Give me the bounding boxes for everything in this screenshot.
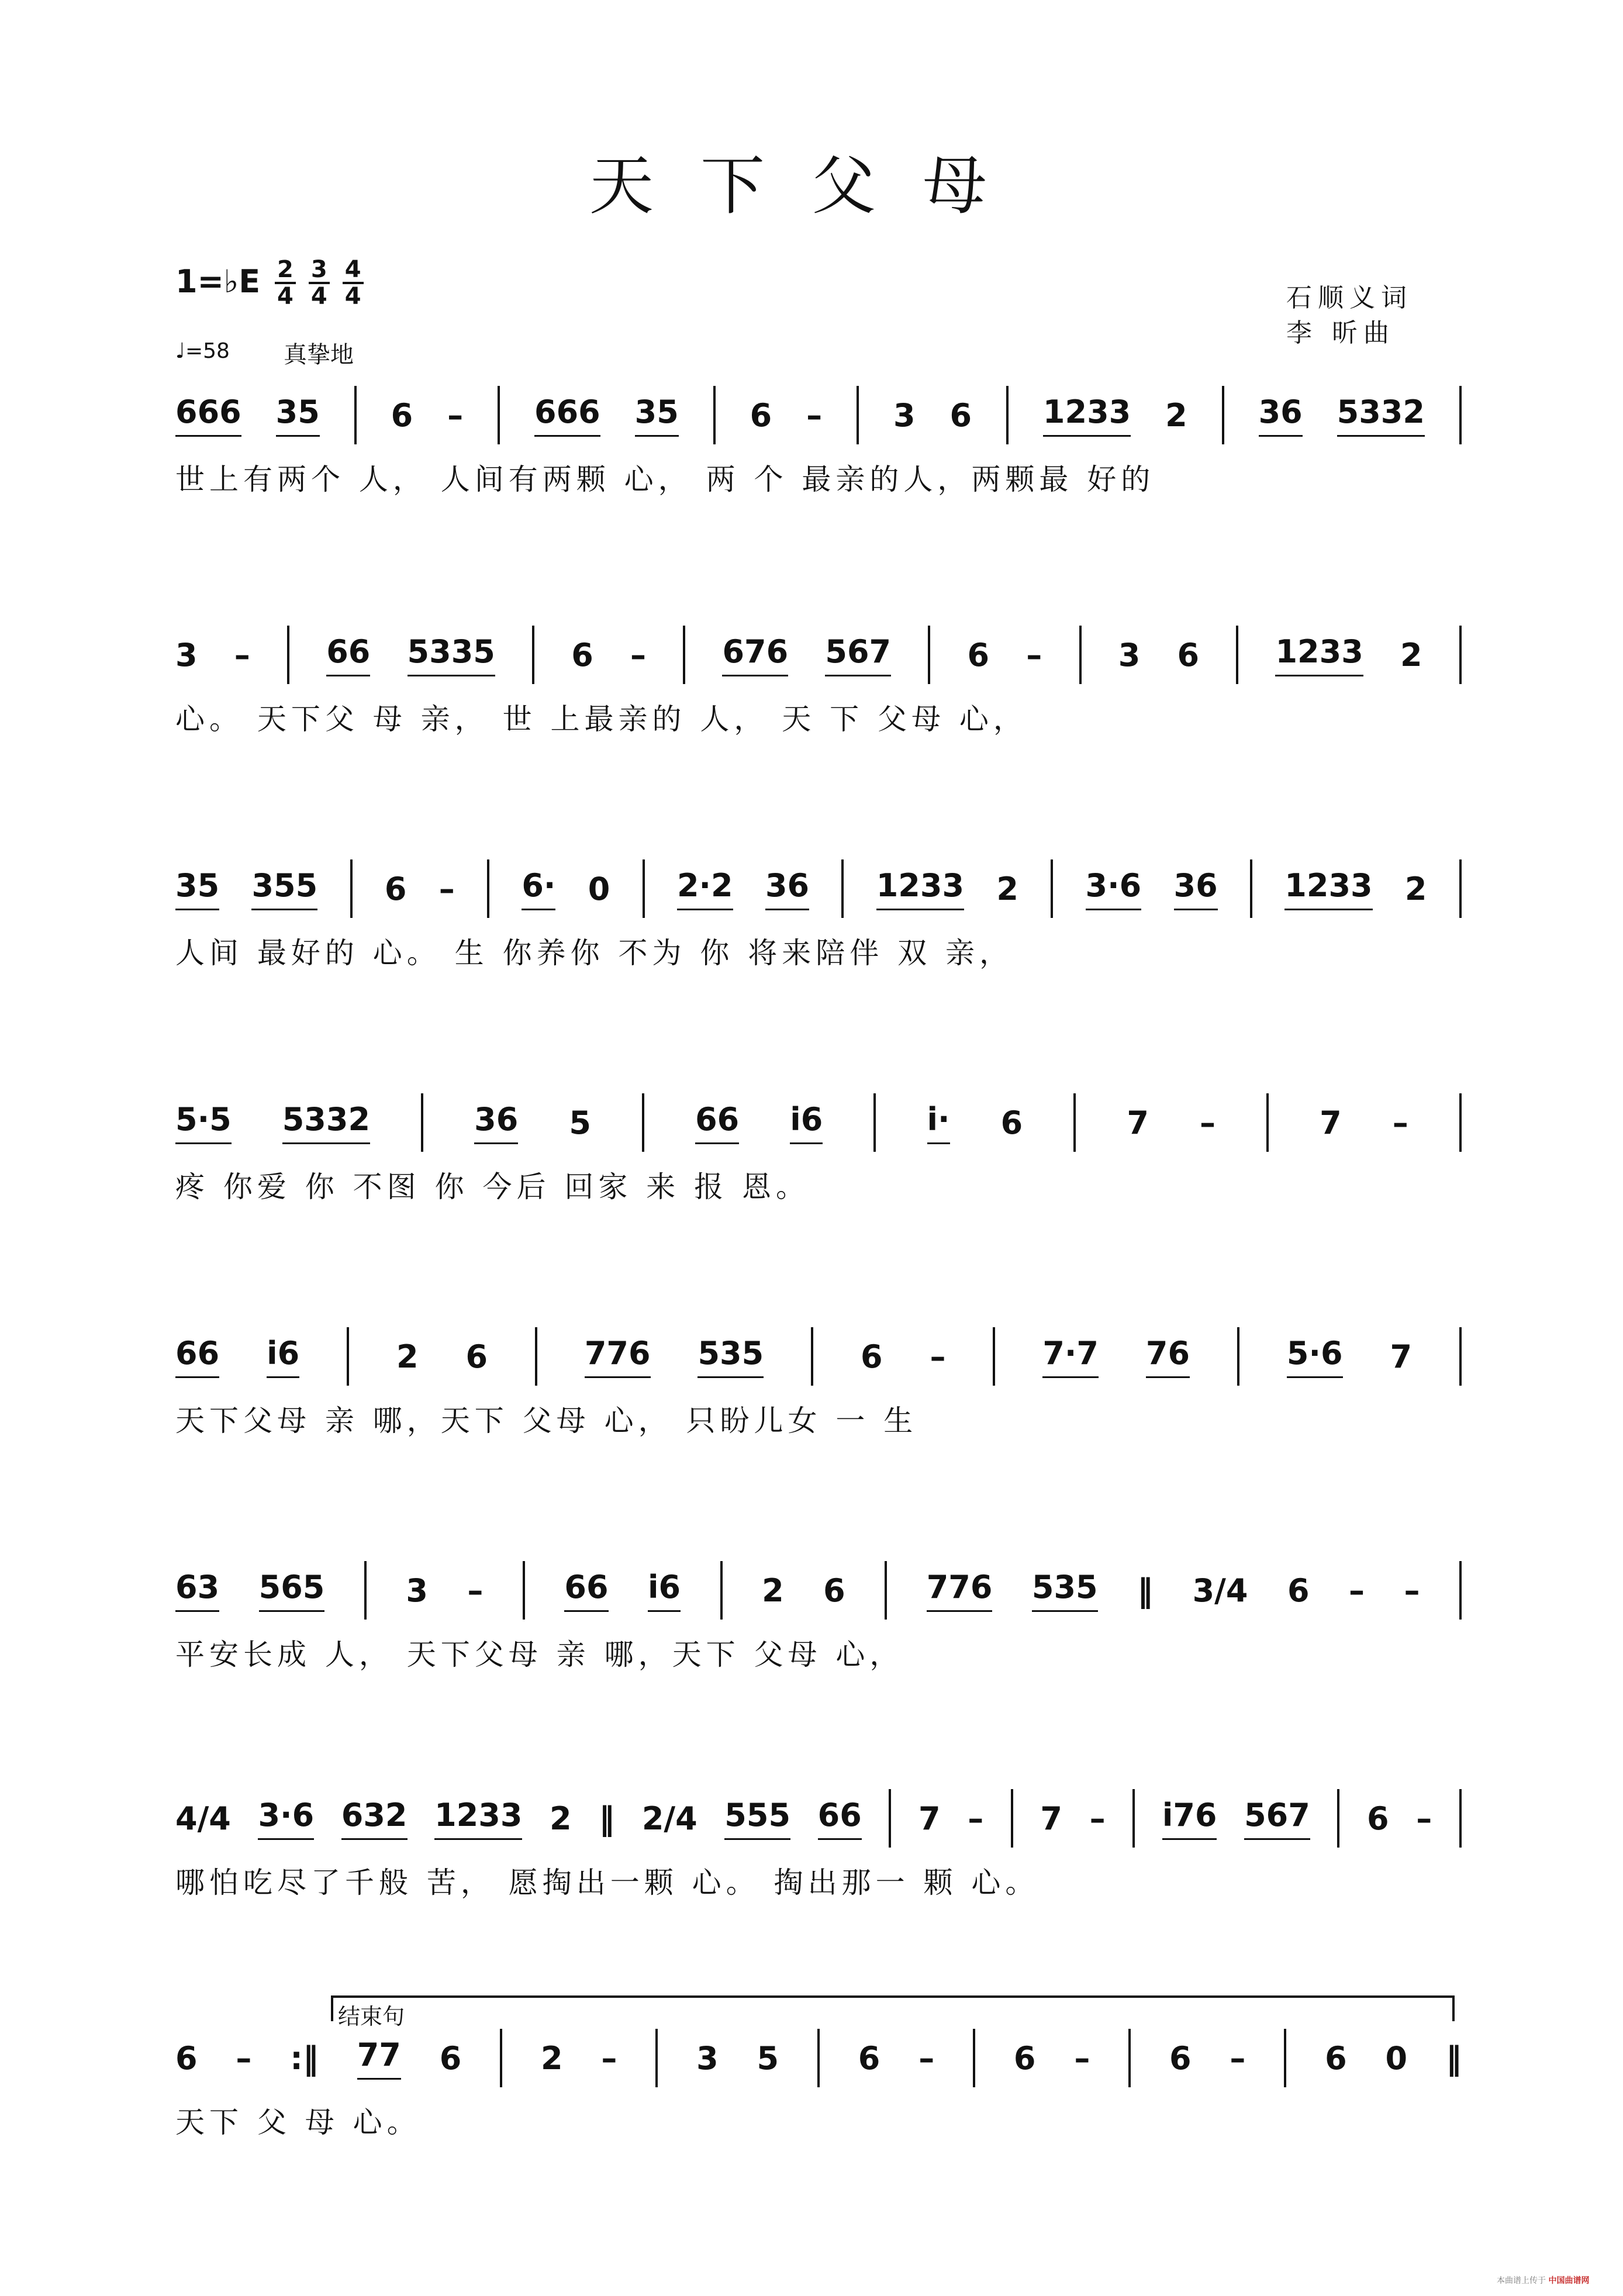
note-token: 567 <box>825 633 891 676</box>
barline <box>642 1093 644 1152</box>
note-token: 676 <box>722 633 788 676</box>
note-token: 6 <box>967 636 990 674</box>
time-signatures <box>275 257 364 309</box>
note-token: 776 <box>927 1569 993 1612</box>
note-token: 535 <box>1032 1569 1098 1612</box>
note-token: 6 <box>858 2039 880 2077</box>
note-token: 63 <box>175 1569 219 1612</box>
barline <box>350 859 353 918</box>
score-system <box>175 626 1462 738</box>
barline <box>421 1093 423 1152</box>
barline <box>1250 859 1252 918</box>
note-token: 3 <box>696 2039 719 2077</box>
note-token: 535 <box>697 1335 764 1378</box>
note-token: 6 <box>1000 1104 1023 1141</box>
composer-credit: 李 昕曲 <box>1286 318 1395 348</box>
barline <box>1237 1327 1239 1386</box>
note-token: 6 <box>1325 2039 1347 2077</box>
note-token: – <box>1074 2039 1090 2077</box>
note-token: 555 <box>724 1797 790 1840</box>
note-token: ‖ <box>1137 1572 1154 1609</box>
barline <box>885 1561 887 1620</box>
note-token: i76 <box>1162 1797 1217 1840</box>
ending-bracket <box>331 1995 1455 2021</box>
note-token: 35 <box>635 393 679 437</box>
note-token: 0 <box>1385 2039 1408 2077</box>
note-token: 2/4 <box>641 1800 697 1837</box>
lyrics-line: 世上有两个 人， 人间有两颗 心， 两 个 最亲的人，两颗最 好的 <box>175 462 1155 496</box>
barline <box>1266 1093 1269 1152</box>
note-token: 2 <box>996 870 1018 907</box>
score-system <box>175 386 1462 498</box>
note-token: i· <box>927 1101 950 1144</box>
note-token: 6 <box>391 396 413 434</box>
barline <box>1459 386 1462 444</box>
note-token: 6 <box>1177 636 1200 674</box>
lyrics-line: 人间 最好的 心。 生 你养你 不为 你 将来陪伴 双 亲， <box>175 936 1014 970</box>
lyrics-line: 哪怕吃尽了千般 苦， 愿掏出一颗 心。 掏出那一 颗 心。 <box>175 1866 1040 1900</box>
lyricist-credit: 石顺义词 <box>1286 283 1413 313</box>
note-token: i6 <box>267 1335 299 1378</box>
credits <box>1286 281 1413 351</box>
note-token: 7 <box>1390 1338 1413 1375</box>
barline <box>535 1327 537 1386</box>
note-token: 7 <box>1040 1800 1062 1837</box>
note-token: 2·2 <box>677 867 733 910</box>
note-token: – <box>1230 2039 1246 2077</box>
barline <box>928 626 930 684</box>
note-token: 7 <box>918 1800 941 1837</box>
note-token: 6 <box>823 1572 845 1609</box>
barline <box>655 2029 658 2087</box>
barline <box>1459 626 1462 684</box>
score-system <box>175 1789 1462 1901</box>
note-token: – <box>630 636 647 674</box>
barline <box>643 859 645 918</box>
expression-marking: 真挚地 <box>284 341 354 368</box>
notation-line <box>175 1327 1462 1386</box>
note-token: i6 <box>790 1101 823 1144</box>
ending-label: 结束句 <box>338 2004 405 2029</box>
note-token: 6 <box>175 2039 198 2077</box>
note-token: 36 <box>765 867 809 910</box>
note-token: 76 <box>1146 1335 1190 1378</box>
note-token: 36 <box>474 1101 518 1144</box>
score-system <box>175 859 1462 972</box>
barline <box>713 386 716 444</box>
note-token: ‖ <box>599 1800 615 1837</box>
note-token: – <box>918 2039 935 2077</box>
barline <box>347 1327 349 1386</box>
footer-note: 本曲谱上传于 <box>1497 2276 1546 2285</box>
barline <box>354 386 357 444</box>
note-token: – <box>1392 1104 1408 1141</box>
note-token: – <box>1416 1800 1432 1837</box>
note-token: 5·6 <box>1287 1335 1343 1378</box>
note-token: – <box>930 1338 946 1375</box>
note-token: 3 <box>1118 636 1141 674</box>
footer-site: 中国曲谱网 <box>1548 2276 1590 2285</box>
note-token: 567 <box>1244 1797 1310 1840</box>
note-token: 66 <box>695 1101 739 1144</box>
note-token: 66 <box>175 1335 219 1378</box>
note-token: ‖ <box>1445 2039 1462 2077</box>
barline <box>1011 1789 1013 1848</box>
note-token: – <box>806 396 823 434</box>
barline <box>287 626 289 684</box>
barline <box>1459 859 1462 918</box>
note-token: 5332 <box>1337 393 1425 437</box>
note-token: 4/4 <box>175 1800 231 1837</box>
barline <box>1132 1789 1135 1848</box>
barline <box>720 1561 723 1620</box>
note-token: 6 <box>1013 2039 1036 2077</box>
barline <box>973 2029 975 2087</box>
tempo-marking: ♩=58 <box>175 339 230 363</box>
barline <box>1459 1561 1462 1620</box>
barline <box>811 1327 813 1386</box>
note-token: 7 <box>1320 1104 1342 1141</box>
barline <box>1006 386 1009 444</box>
note-token: – <box>236 2039 252 2077</box>
barline <box>993 1327 995 1386</box>
note-token: 2 <box>1404 870 1427 907</box>
note-token: 6 <box>571 636 593 674</box>
note-token: 3 <box>175 636 198 674</box>
note-token: 666 <box>534 393 600 437</box>
time-signature-1: $\frac{2}{4}$ <box>275 257 296 309</box>
note-token: 3 <box>893 396 916 434</box>
barline <box>498 386 500 444</box>
note-token: – <box>601 2039 617 2077</box>
notation-line <box>175 2029 1462 2087</box>
note-token: 6 <box>1169 2039 1192 2077</box>
note-token: – <box>234 636 250 674</box>
lyrics-line: 天下父母 亲 哪，天下 父母 心， 只盼儿女 一 生 <box>175 1404 918 1438</box>
barline <box>889 1789 891 1848</box>
note-token: 5 <box>569 1104 591 1141</box>
barline <box>817 2029 820 2087</box>
note-token: 77 <box>357 2036 401 2080</box>
note-token: i6 <box>648 1569 681 1612</box>
notation-line <box>175 1561 1462 1620</box>
note-token: – <box>1404 1572 1420 1609</box>
notation-line <box>175 626 1462 684</box>
key-signature: 1=♭E <box>175 263 261 300</box>
barline <box>1284 2029 1286 2087</box>
note-token: 1233 <box>876 867 964 910</box>
barline <box>1236 626 1238 684</box>
note-token: 5332 <box>282 1101 370 1144</box>
barline <box>873 1093 876 1152</box>
note-token: 35 <box>175 867 219 910</box>
notation-line <box>175 859 1462 918</box>
barline <box>487 859 489 918</box>
barline <box>1459 1093 1462 1152</box>
time-signature-2: $\frac{3}{4}$ <box>309 257 330 309</box>
note-token: 6 <box>1367 1800 1389 1837</box>
note-token: 6· <box>522 867 555 910</box>
footer-watermark <box>1497 2274 1589 2286</box>
note-token: 6 <box>949 396 972 434</box>
note-token: 2 <box>762 1572 784 1609</box>
note-token: 6 <box>750 396 772 434</box>
note-token: 355 <box>251 867 317 910</box>
barline <box>1337 1789 1339 1848</box>
barline <box>857 386 859 444</box>
barline <box>1073 1093 1076 1152</box>
note-token: 2 <box>540 2039 563 2077</box>
notation-line <box>175 1789 1462 1848</box>
barline <box>1222 386 1224 444</box>
note-token: – <box>968 1800 984 1837</box>
time-signature-3: $\frac{4}{4}$ <box>343 257 364 309</box>
note-token: 3 <box>406 1572 428 1609</box>
note-token: – <box>1089 1800 1106 1837</box>
note-token: 3·6 <box>1086 867 1142 910</box>
score-system <box>175 2029 1462 2141</box>
note-token: 35 <box>276 393 320 437</box>
note-token: 1233 <box>1284 867 1372 910</box>
barline <box>364 1561 367 1620</box>
note-token: 7 <box>1127 1104 1149 1141</box>
lyrics-line: 心。 天下父 母 亲， 世 上最亲的 人， 天 下 父母 心， <box>175 702 1027 736</box>
note-token: 1233 <box>434 1797 522 1840</box>
note-token: 5·5 <box>175 1101 232 1144</box>
score-system <box>175 1327 1462 1439</box>
note-token: :‖ <box>290 2039 319 2077</box>
barline <box>1079 626 1082 684</box>
note-token: 6 <box>861 1338 883 1375</box>
note-token: 3·6 <box>258 1797 314 1840</box>
note-token: 6 <box>1287 1572 1310 1609</box>
note-token: 66 <box>818 1797 862 1840</box>
note-token: 666 <box>175 393 241 437</box>
note-token: 632 <box>341 1797 408 1840</box>
note-token: 2 <box>1400 636 1422 674</box>
note-token: 3/4 <box>1192 1572 1248 1609</box>
lyrics-line: 疼 你爱 你 不图 你 今后 回家 来 报 恩。 <box>175 1170 810 1204</box>
notation-line <box>175 1093 1462 1152</box>
notation-line <box>175 386 1462 444</box>
note-token: 6 <box>439 2039 462 2077</box>
note-token: 2 <box>1165 396 1187 434</box>
lyrics-line: 平安长成 人， 天下父母 亲 哪，天下 父母 心， <box>175 1638 904 1672</box>
note-token: 6 <box>465 1338 488 1375</box>
barline <box>523 1561 525 1620</box>
note-token: 5335 <box>408 633 495 676</box>
note-token: – <box>447 396 464 434</box>
note-token: – <box>1199 1104 1215 1141</box>
score-system <box>175 1561 1462 1673</box>
barline <box>683 626 685 684</box>
note-token: 776 <box>585 1335 651 1378</box>
note-token: 36 <box>1174 867 1218 910</box>
note-token: 2 <box>550 1800 572 1837</box>
note-token: – <box>438 870 455 907</box>
note-token: 0 <box>588 870 610 907</box>
barline <box>1128 2029 1131 2087</box>
note-token: 6 <box>384 870 407 907</box>
barline <box>1459 1327 1462 1386</box>
lyrics-line: 天下 父 母 心。 <box>175 2105 421 2139</box>
note-token: – <box>467 1572 484 1609</box>
score-system <box>175 1093 1462 1206</box>
barline <box>841 859 844 918</box>
barline <box>1051 859 1053 918</box>
note-token: – <box>1026 636 1042 674</box>
note-token: 66 <box>326 633 370 676</box>
note-token: 2 <box>396 1338 419 1375</box>
barline <box>532 626 534 684</box>
note-token: 1233 <box>1275 633 1363 676</box>
note-token: 36 <box>1259 393 1303 437</box>
barline <box>1459 1789 1462 1848</box>
note-token: 7·7 <box>1042 1335 1099 1378</box>
song-title: 天下父母 <box>589 149 1034 223</box>
note-token: 66 <box>564 1569 608 1612</box>
note-token: 5 <box>757 2039 779 2077</box>
note-token: 1233 <box>1043 393 1131 437</box>
note-token: – <box>1349 1572 1365 1609</box>
barline <box>500 2029 502 2087</box>
note-token: 565 <box>259 1569 325 1612</box>
